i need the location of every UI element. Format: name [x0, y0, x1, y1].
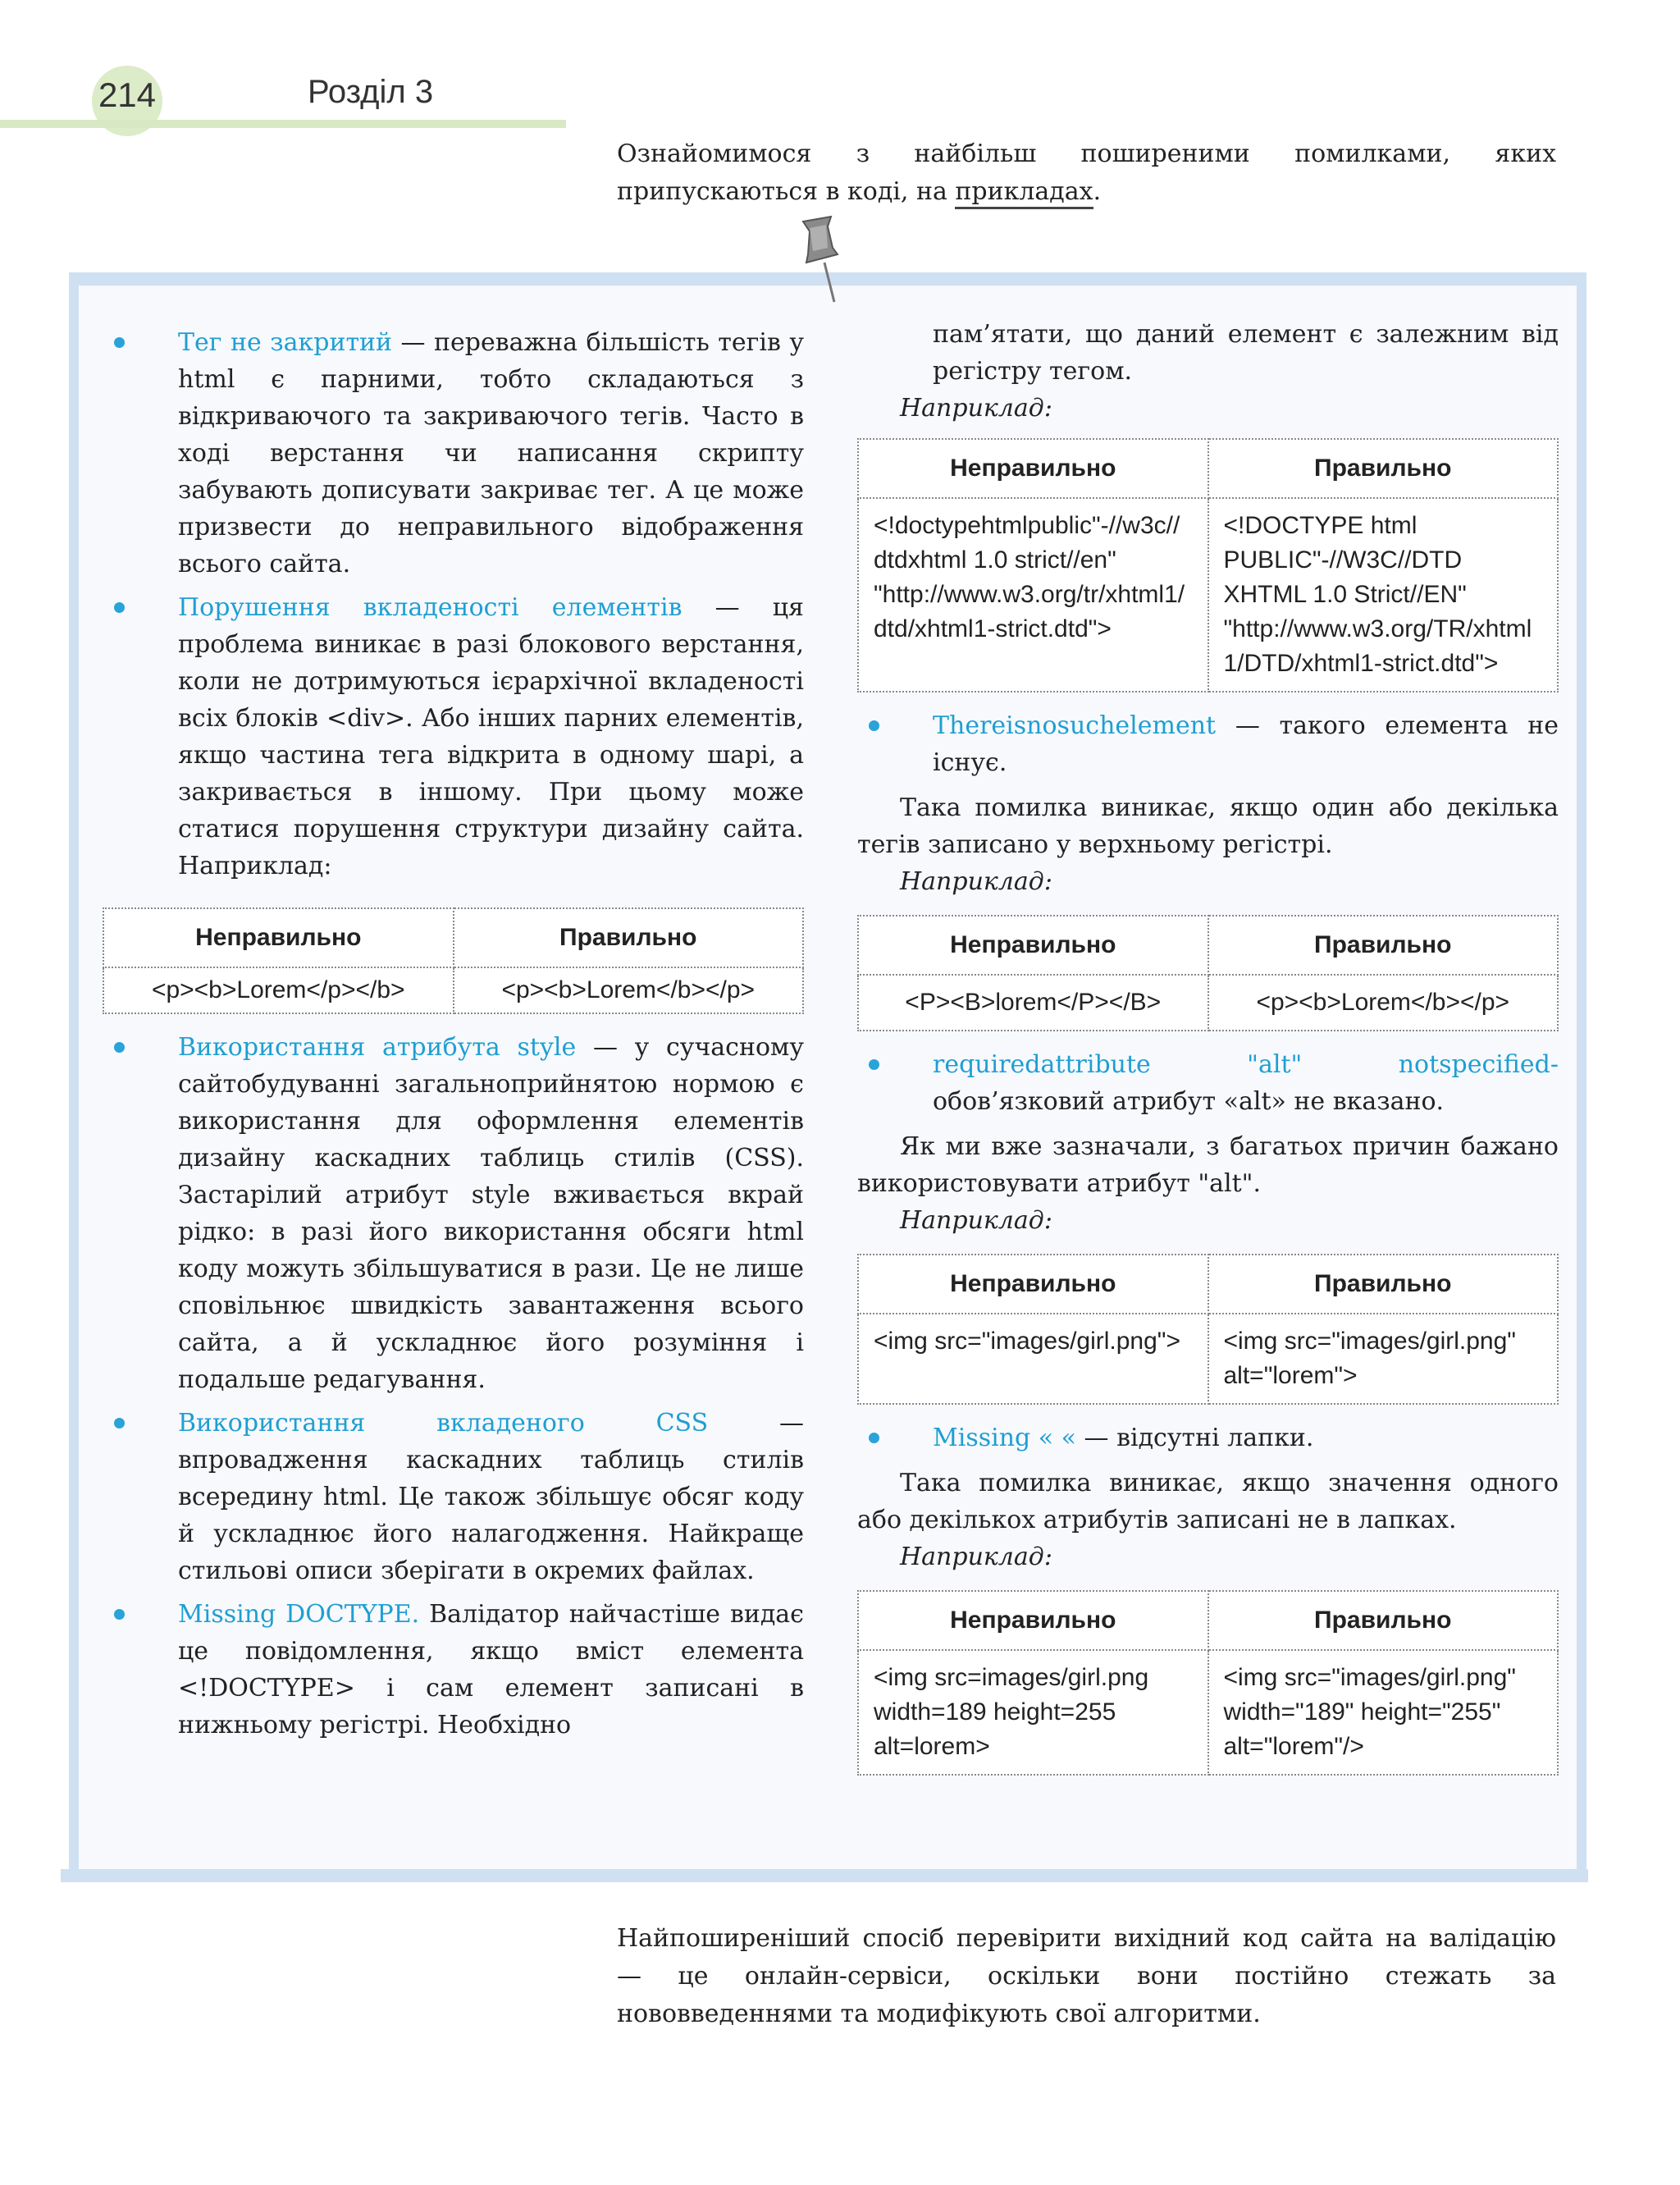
bullet-icon [114, 1418, 125, 1428]
frame-border-bottom [61, 1869, 1588, 1882]
table-cell: <p><b>Lorem</p></b> [103, 967, 454, 1013]
pushpin-icon [792, 215, 849, 305]
bullet-icon [869, 720, 879, 731]
item-text: — відсутні лапки. [1076, 1424, 1314, 1452]
item-title: requiredattribute "alt" notspecified- [933, 1050, 1559, 1079]
item-text: — такого елемента не існує. [933, 711, 1559, 777]
table-header: Правильно [1208, 439, 1559, 498]
table-header: Неправильно [103, 908, 454, 967]
table-row [858, 1314, 1558, 1404]
list-item [857, 1046, 1559, 1120]
header-rule [0, 120, 566, 128]
item-title: Використання атрибута style [178, 1033, 577, 1062]
chapter-title: Розділ 3 [308, 74, 434, 110]
table-header: Неправильно [858, 916, 1208, 975]
example-label-text: Наприклад [900, 1206, 1044, 1235]
list-item [857, 707, 1559, 781]
list-item [103, 1405, 804, 1589]
table-cell: <!DOCTYPE html PUBLIC"-//W3C//DTD XHTML 1.0 Strict//EN" "http://www.w3.org/TR/xhtml1/DTD/xhtml1-strict.dtd"> [1208, 498, 1559, 692]
list-item [103, 1596, 804, 1744]
example-label: Наприклад: [900, 1206, 1052, 1235]
example-table [857, 915, 1559, 1031]
table-cell: <p><b>Lorem</b></p> [454, 967, 804, 1013]
item-title: Missing « « [933, 1424, 1077, 1452]
item-text: — переважна більшість тегів у html є парними, тобто складаються з відкриваючого та закриваючого тегів. Часто в ході верстання чи написання скрипту забувають дописувати закриває тег. А це може призвести до неправильного відображення всього сайта. [178, 328, 804, 578]
table-cell: <img src=images/girl.png width=189 height=255 alt=lorem> [858, 1650, 1208, 1775]
intro-paragraph [617, 135, 1556, 211]
item-text: — у сучасному сайтобудуванні загальноприйнятою нормою є використання для оформлення елементів дизайну каскадних таблиць стилів (CSS). Застарілий атрибут style вживається вкрай рідко: в разі його використання обсяги html коду можуть збільшуватися в рази. Це не лише сповільнює швидкість завантаження всього сайта, а й ускладнює його розуміння і подальше редагування. [178, 1033, 805, 1394]
table-header: Неправильно [858, 1591, 1208, 1650]
table-header: Неправильно [858, 1255, 1208, 1314]
table-header: Правильно [1208, 1591, 1559, 1650]
list-item [103, 324, 804, 583]
list-item [857, 1419, 1559, 1456]
paragraph: Така помилка виникає, якщо один або декілька тегів записано у верхньому регістрі. [857, 793, 1559, 859]
example-label-text: Наприклад [900, 394, 1044, 423]
table-header: Неправильно [858, 439, 1208, 498]
intro-underlined-word: прикладах [955, 177, 1093, 209]
bullet-icon [114, 1042, 125, 1053]
frame-border-left [69, 272, 79, 1876]
example-table [857, 1254, 1559, 1405]
example-label: Наприклад: [900, 1543, 1052, 1571]
example-label-text: Наприклад [900, 1543, 1044, 1571]
example-table [857, 438, 1559, 693]
table-cell: <img src="images/girl.png"> [858, 1314, 1208, 1404]
intro-text: Ознайомимося з найбільш поширеними помилками, яких припускаються в коді, на [617, 139, 1556, 206]
frame-border-right [1577, 272, 1586, 1876]
table-row [103, 967, 803, 1013]
paragraph: Як ми вже зазначали, з багатьох причин бажано використовувати атрибут "alt". [857, 1132, 1559, 1198]
item-title: Тег не закритий [178, 328, 393, 357]
example-label: Наприклад: [900, 867, 1052, 896]
bullet-icon [869, 1059, 879, 1070]
left-column [103, 324, 804, 1744]
paragraph: Така помилка виникає, якщо значення одного або декількох атрибутів записані не в лапках. [857, 1469, 1559, 1534]
table-header: Правильно [1208, 1255, 1559, 1314]
table-cell: <!doctypehtmlpublic"-//w3c//dtdxhtml 1.0 strict//en" "http://www.w3.org/tr/xhtml1/dtd/xhtml1-strict.dtd"> [858, 498, 1208, 692]
table-row [858, 975, 1558, 1031]
bullet-icon [114, 337, 125, 348]
page-number: 214 [98, 75, 157, 114]
item-title: Використання вкладеного CSS [178, 1409, 709, 1438]
continuation-text: пам’ятати, що даний елемент є залежним від регістру тегом. [933, 320, 1559, 386]
table-cell: <img src="images/girl.png" alt="lorem"> [1208, 1314, 1559, 1404]
example-table [103, 907, 804, 1014]
item-title: Missing DOCTYPE. [178, 1600, 420, 1629]
example-table [857, 1590, 1559, 1776]
item-text: — впровадження каскадних таблиць стилів всередину html. Це також збільшує обсяг коду й ускладнює його налагодження. Найкраще стильові описи зберігати в окремих файлах. [178, 1409, 804, 1585]
example-label: Наприклад: [900, 394, 1052, 423]
bullet-icon [869, 1433, 879, 1443]
table-row [858, 498, 1558, 692]
list-item [103, 589, 804, 885]
right-column [857, 316, 1559, 1790]
table-cell: <img src="images/girl.png" width="189" height="255" alt="lorem"/> [1208, 1650, 1559, 1775]
intro-text-end: . [1093, 177, 1102, 206]
table-cell: <p><b>Lorem</b></p> [1208, 975, 1559, 1031]
table-row [858, 1650, 1558, 1775]
item-text: обов’язковий атрибут «alt» не вказано. [933, 1087, 1445, 1116]
item-title: Порушення вкладеності елементів [178, 593, 682, 622]
table-header: Правильно [454, 908, 804, 967]
example-label-text: Наприклад [900, 867, 1044, 896]
item-text: Валідатор найчастіше видає це повідомлення, якщо вміст елемента <!DOCTYPE> і сам елемент записані в нижньому регістрі. Необхідно [178, 1600, 804, 1739]
item-text: — ця проблема виникає в разі блокового верстання, коли не дотримуються ієрархічної вкладеності всіх блоків <div>. Або інших парних елементів, якщо частина тега відкрита в одному шарі, а закривається в іншому. При цьому може статися порушення структури дизайну сайта. Наприклад: [178, 593, 804, 880]
table-cell: <P><B>lorem</P></B> [858, 975, 1208, 1031]
closing-paragraph: Найпоширеніший спосіб перевірити вихідний код сайта на валідацію — це онлайн-сервіси, оскільки вони постійно стежать за нововведеннями та модифікують свої алгоритми. [617, 1924, 1556, 2028]
bullet-icon [114, 1609, 125, 1620]
item-title: Thereisnosuchelement [933, 711, 1217, 740]
table-header: Правильно [1208, 916, 1559, 975]
list-item [103, 1029, 804, 1398]
bullet-icon [114, 602, 125, 613]
